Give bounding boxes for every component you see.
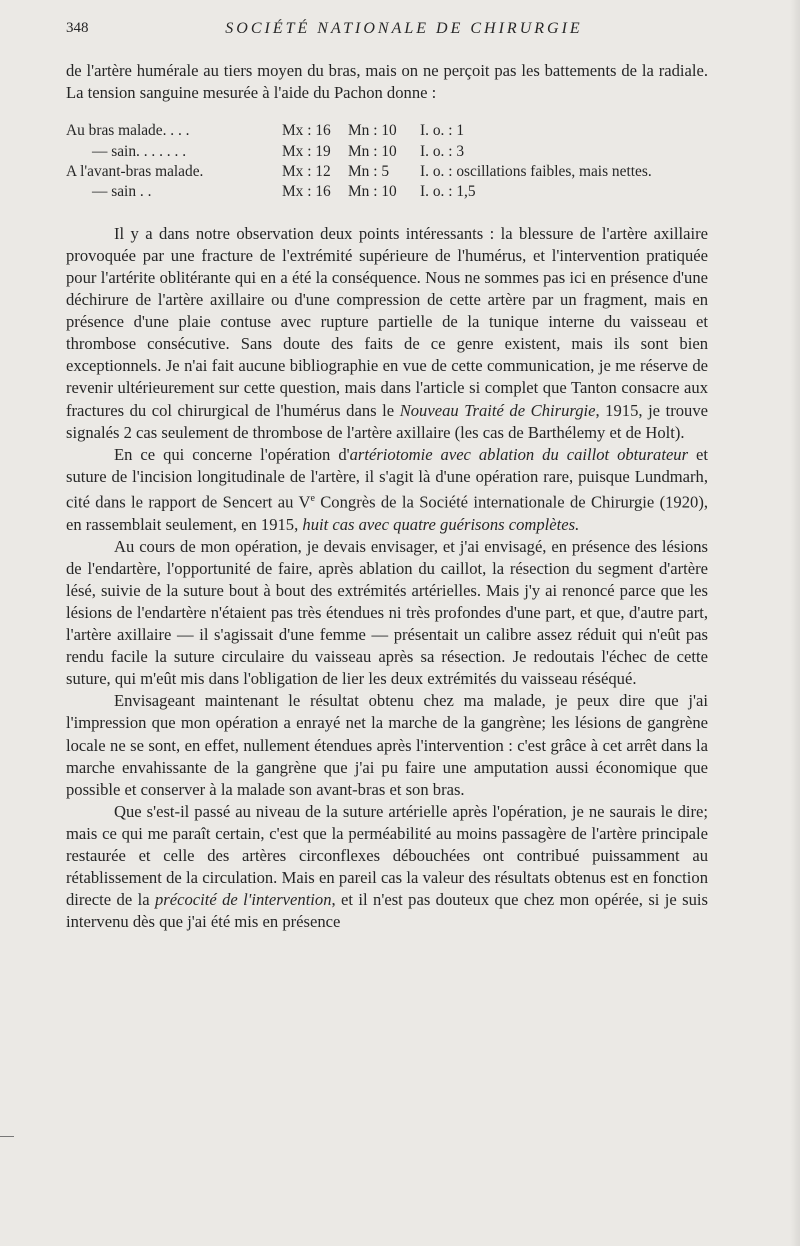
measure-mn: Mn : 5 bbox=[348, 163, 390, 180]
intro-paragraph: de l'artère humérale au tiers moyen du bras, mais on ne perçoit pas les battements de la radiale. La tension sanguine mesurée à l'aide du Pachon donne : bbox=[66, 61, 708, 103]
paragraph-result: Envisageant maintenant le résultat obtenu chez ma malade, je peux dire que j'ai l'impression que mon opération a enrayé net la marche de la gangrène; les lésions de gangrène locale ne se sont, en effet, nullement étendues après l'intervention : c'est grâce à cet arrêt dans la marche envahissante de la gangrène que j'ai pu faire une amputation aussi économique que possible et conserver à la malade son avant-bras et son bras. bbox=[66, 691, 708, 799]
italic-term: artériotomie avec ablation du caillot obturateur bbox=[349, 444, 689, 464]
paragraph-text: Que s'est-il passé au niveau de la suture artérielle après l'opération, je ne saurais le dire; mais ce qui me paraît certain, c'est que la perméabilité au moins passagère de l'artère principale restaurée et celle des artères circonflexes débouchées ont contribué puissamment au rétablissement de la circulation. Mais en pareil cas la valeur des résultats obtenus est en fonction directe de la bbox=[66, 801, 708, 910]
measure-label: Au bras malade. . . . bbox=[66, 122, 190, 140]
paragraph-text: En ce qui concerne l'opération d' bbox=[114, 444, 350, 464]
paragraph-operation bbox=[66, 444, 708, 536]
italic-term: huit cas avec quatre guérisons complètes. bbox=[302, 514, 580, 534]
superscript: e bbox=[310, 492, 315, 504]
measure-label: — sain . . bbox=[92, 183, 152, 201]
paragraph-text: et suture de l'incision longitudinale de l'artère, il s'agit là d'une opération rare, puisque Lundmarh, cité dans le rapport de Sencert au V bbox=[66, 444, 708, 512]
paragraph-text: Il y a dans notre observation deux points intéressants : la blessure de l'artère axillaire provoquée par une fracture de l'extrémité supérieure de l'humérus, et l'intervention pratiquée pour l'artérite oblitérante qui en a été la conséquence. Nous ne sommes pas ici en présence d'une déchirure de l'artère axillaire ou d'une compression de cette artère par un fragment, mais en présence d'une plaie contuse avec rupture partielle de la tunique interne du vaisseau et thrombose consécutive. Sans doute des faits de ce genre existent, mais ils sont bien exceptionnels. Je n'ai fait aucune bibliographie en vue de cette communication, je me réserve de revenir ultérieurement sur cette question, mais dans l'article si complet que Tanton consacre aux fractures du col chirurgical de l'humérus dans le bbox=[66, 223, 708, 420]
measure-mn: Mn : 10 bbox=[348, 183, 397, 201]
body-text bbox=[66, 60, 708, 933]
measure-mn: Mn : 10 bbox=[348, 122, 397, 140]
paragraph-observation bbox=[66, 223, 708, 444]
table-row bbox=[66, 182, 652, 202]
measure-io: I. o. : oscillations faibles, mais nettes. bbox=[420, 163, 652, 180]
italic-reference: Nouveau Traité de Chirurgie bbox=[399, 400, 596, 420]
measure-mx: Mx : 12 bbox=[282, 163, 331, 180]
page-header bbox=[66, 20, 742, 44]
paragraph-resection: Au cours de mon opération, je devais envisager, et j'ai envisagé, en présence des lésions de l'endartère, l'opportunité de faire, après ablation du caillot, la résection du segment d'artère lésé, suivie de la suture bout à bout des extrémités artérielles. Mais j'y ai renoncé parce que les lésions de l'endartère n'étaient pas très étendues ni très profondes d'une part, et que, d'autre part, l'artère axillaire — il s'agissait d'une femme — présentait un calibre assez réduit qui n'eût pas rendu facile la suture circulaire du vaisseau après sa résection. Je redoutais l'échec de cette suture, qui m'eût mis dans l'obligation de lier les deux extrémités du vaisseau réséqué. bbox=[66, 536, 708, 689]
measure-mx: Mx : 16 bbox=[282, 122, 331, 140]
blood-pressure-table bbox=[66, 121, 652, 203]
measure-io: I. o. : 1 bbox=[420, 122, 465, 140]
page-number: 348 bbox=[66, 20, 89, 36]
measure-io: I. o. : 3 bbox=[420, 142, 465, 160]
margin-mark bbox=[0, 1136, 14, 1137]
table-row bbox=[66, 121, 652, 141]
measure-mx: Mx : 16 bbox=[282, 183, 331, 201]
measure-label: A l'avant-bras malade. bbox=[66, 163, 204, 180]
paragraph-suture bbox=[66, 801, 708, 934]
paragraph-text: Congrès de la Société internationale de Chirurgie (1920), en rassemblait seulement, en 1915, bbox=[66, 492, 708, 534]
measure-mx: Mx : 19 bbox=[282, 142, 331, 160]
measure-label: — sain. . . . . . . bbox=[92, 142, 187, 160]
table-row bbox=[66, 162, 652, 182]
page-edge-shadow bbox=[790, 0, 800, 1246]
measure-mn: Mn : 10 bbox=[348, 142, 397, 160]
paragraph-text: , 1915, je trouve signalés 2 cas seulement de thrombose de l'artère axillaire (les cas de Barthélemy et de Holt). bbox=[66, 400, 708, 442]
table-row bbox=[66, 142, 652, 162]
measure-io: I. o. : 1,5 bbox=[420, 183, 476, 201]
italic-term: précocité de l'intervention bbox=[154, 890, 332, 910]
paragraph-text: , et il n'est pas douteux que chez mon opérée, si je suis intervenu dès que j'ai été mis en présence bbox=[66, 890, 708, 932]
running-head: SOCIÉTÉ NATIONALE DE CHIRURGIE bbox=[225, 20, 583, 37]
